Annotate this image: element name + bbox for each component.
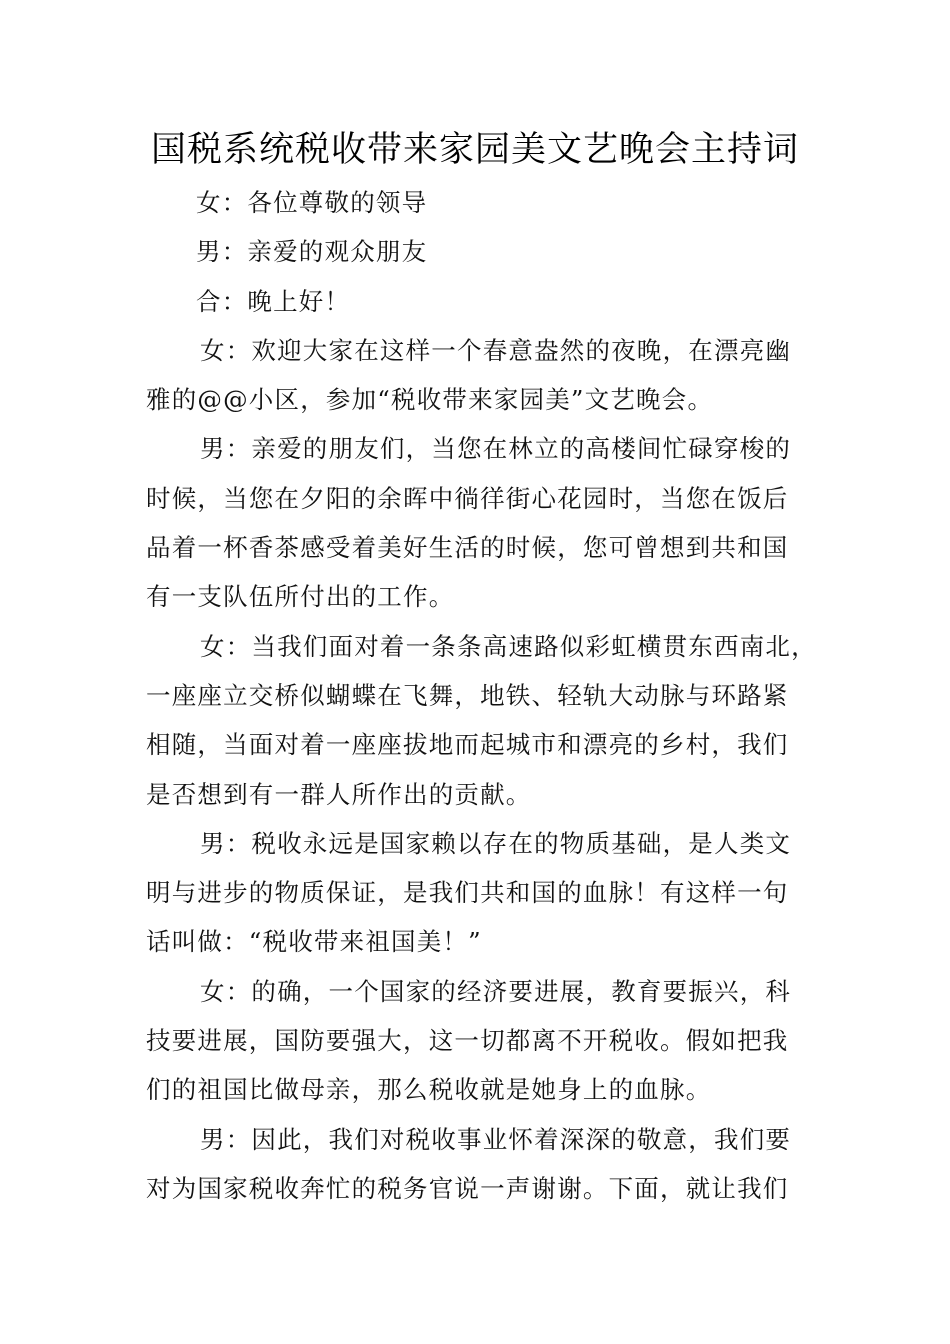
text-line: 女：当我们面对着一条条高速路似彩虹横贯东西南北， — [200, 631, 817, 661]
text-line: 对为国家税收奔忙的税务官说一声谢谢。下面，就让我们 — [146, 1173, 789, 1203]
text-line: 女：各位尊敬的领导 — [196, 188, 428, 217]
text-line: 技要进展，国防要强大，这一切都离不开税收。假如把我 — [146, 1026, 789, 1056]
text-line: 雅的@@小区，参加“税收带来家园美”文艺晚会。 — [146, 385, 714, 415]
text-line: 话叫做：“税收带来祖国美！” — [146, 927, 482, 957]
text-line: 时候，当您在夕阳的余晖中徜徉街心花园时，当您在饭后 — [146, 483, 789, 513]
text-line: 合：晚上好！ — [196, 286, 351, 316]
text-line: 一座座立交桥似蝴蝶在飞舞，地铁、轻轨大动脉与环路紧 — [146, 680, 789, 710]
text-line: 女：的确，一个国家的经济要进展，教育要振兴，科 — [200, 976, 792, 1006]
text-line: 有一支队伍所付出的工作。 — [146, 582, 455, 612]
text-line: 相随，当面对着一座座拔地而起城市和漂亮的乡村，我们 — [146, 730, 789, 760]
text-line: 女：欢迎大家在这样一个春意盎然的夜晚，在漂亮幽 — [200, 335, 792, 365]
document-body — [146, 178, 817, 1213]
text-line: 们的祖国比做母亲，那么税收就是她身上的血脉。 — [146, 1075, 712, 1105]
text-line: 明与进步的物质保证，是我们共和国的血脉！有这样一句 — [146, 878, 789, 908]
document-title: 国税系统税收带来家园美文艺晚会主持词 — [150, 130, 799, 170]
text-line: 男：亲爱的观众朋友 — [196, 237, 428, 267]
text-line: 品着一杯香茶感受着美好生活的时候，您可曾想到共和国 — [146, 533, 789, 563]
text-line: 是否想到有一群人所作出的贡献。 — [146, 779, 532, 809]
text-line: 男：亲爱的朋友们，当您在林立的高楼间忙碌穿梭的 — [200, 434, 792, 464]
text-line: 男：税收永远是国家赖以存在的物质基础，是人类文 — [200, 828, 792, 858]
text-line: 男：因此，我们对税收事业怀着深深的敬意，我们要 — [200, 1124, 792, 1154]
